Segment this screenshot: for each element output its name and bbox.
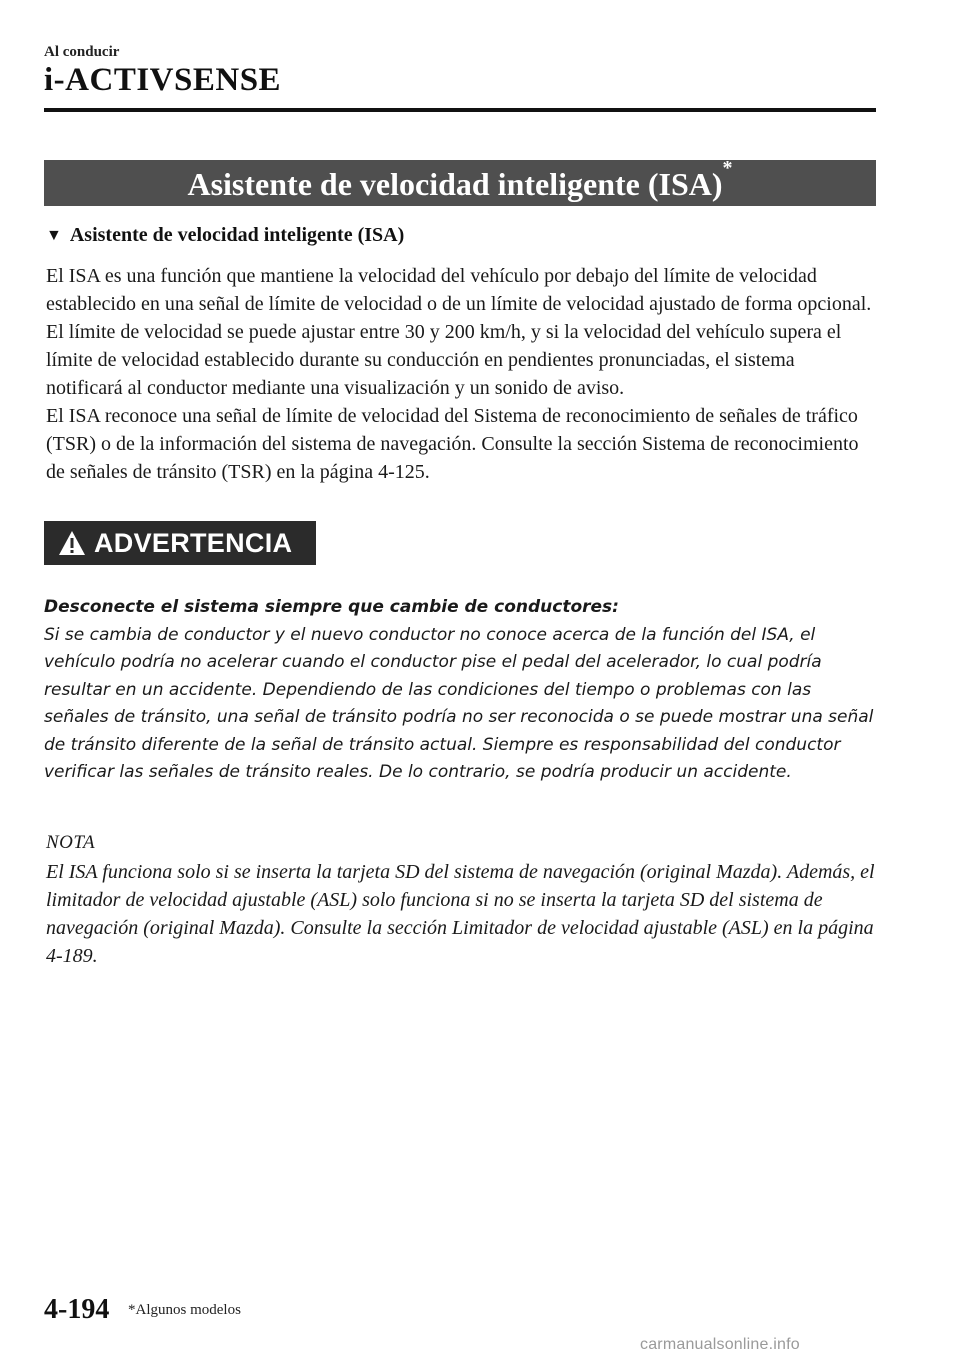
page-title: Asistente de velocidad inteligente (ISA) bbox=[187, 166, 723, 202]
down-triangle-icon: ▼ bbox=[46, 227, 62, 244]
watermark: carmanualsonline.info bbox=[640, 1336, 800, 1353]
title-footnote-marker: * bbox=[722, 157, 733, 179]
warning-body: Si se cambia de conductor y el nuevo conductor no conoce acerca de la función del ISA, el vehículo podría no acelerar cuando el conductor pise el pedal del acelerador, lo cual podría resultar en un accidente. Dependiendo de las condiciones del tiempo o problemas con las señales de tránsito, una señal de tránsito podría no ser reconocida o se puede mostrar una señal de tránsito diferente de la señal de tránsito actual. Siempre es responsabilidad del conductor verificar las señales de tránsito reales. De lo contrario, se podría producir un accidente. bbox=[44, 624, 874, 782]
body-text bbox=[46, 262, 876, 486]
page-number: 4-194 bbox=[44, 1294, 110, 1325]
chapter-title: i-ACTIVSENSE bbox=[44, 62, 282, 98]
note-text: El ISA funciona solo si se inserta la tarjeta SD del sistema de navegación (original Mazda). Además, el limitador de velocidad ajustable (ASL) solo funciona si no se inserta la tarjeta SD del sistema de navegación (original Mazda). Consulte la sección Limitador de velocidad ajustable (ASL) en la página 4-189. bbox=[46, 861, 875, 967]
body-paragraph-1: El ISA es una función que mantiene la velocidad del vehículo por debajo del límite de velocidad establecido en una señal de límite de velocidad o de un límite de velocidad ajustado de forma opcional. El límite de velocidad se puede ajustar entre 30 y 200 km/h, y si la velocidad del vehículo supera el límite de velocidad establecido durante su conducción en pendientes pronunciadas, el sistema notificará al conductor mediante una visualización y un sonido de aviso. bbox=[46, 265, 872, 399]
header-divider bbox=[44, 108, 876, 112]
warning-label: ADVERTENCIA bbox=[94, 527, 293, 558]
subheading-text: Asistente de velocidad inteligente (ISA) bbox=[69, 224, 405, 246]
footnote: *Algunos modelos bbox=[128, 1302, 241, 1318]
warning-content bbox=[44, 594, 880, 787]
body-paragraph-2: El ISA reconoce una señal de límite de velocidad del Sistema de reconocimiento de señales de tráfico (TSR) o de la información del sistema de navegación. Consulte la sección Sistema de reconocimiento de señales de tránsito (TSR) en la página 4-125. bbox=[46, 405, 859, 483]
section-label: Al conducir bbox=[44, 44, 120, 60]
warning-triangle-icon bbox=[58, 530, 86, 556]
subheading bbox=[46, 224, 404, 247]
page-title-bar bbox=[44, 157, 876, 206]
warning-banner bbox=[44, 521, 316, 565]
warning-heading: Desconecte el sistema siempre que cambie de conductores: bbox=[44, 597, 619, 617]
note-label: NOTA bbox=[46, 832, 96, 853]
